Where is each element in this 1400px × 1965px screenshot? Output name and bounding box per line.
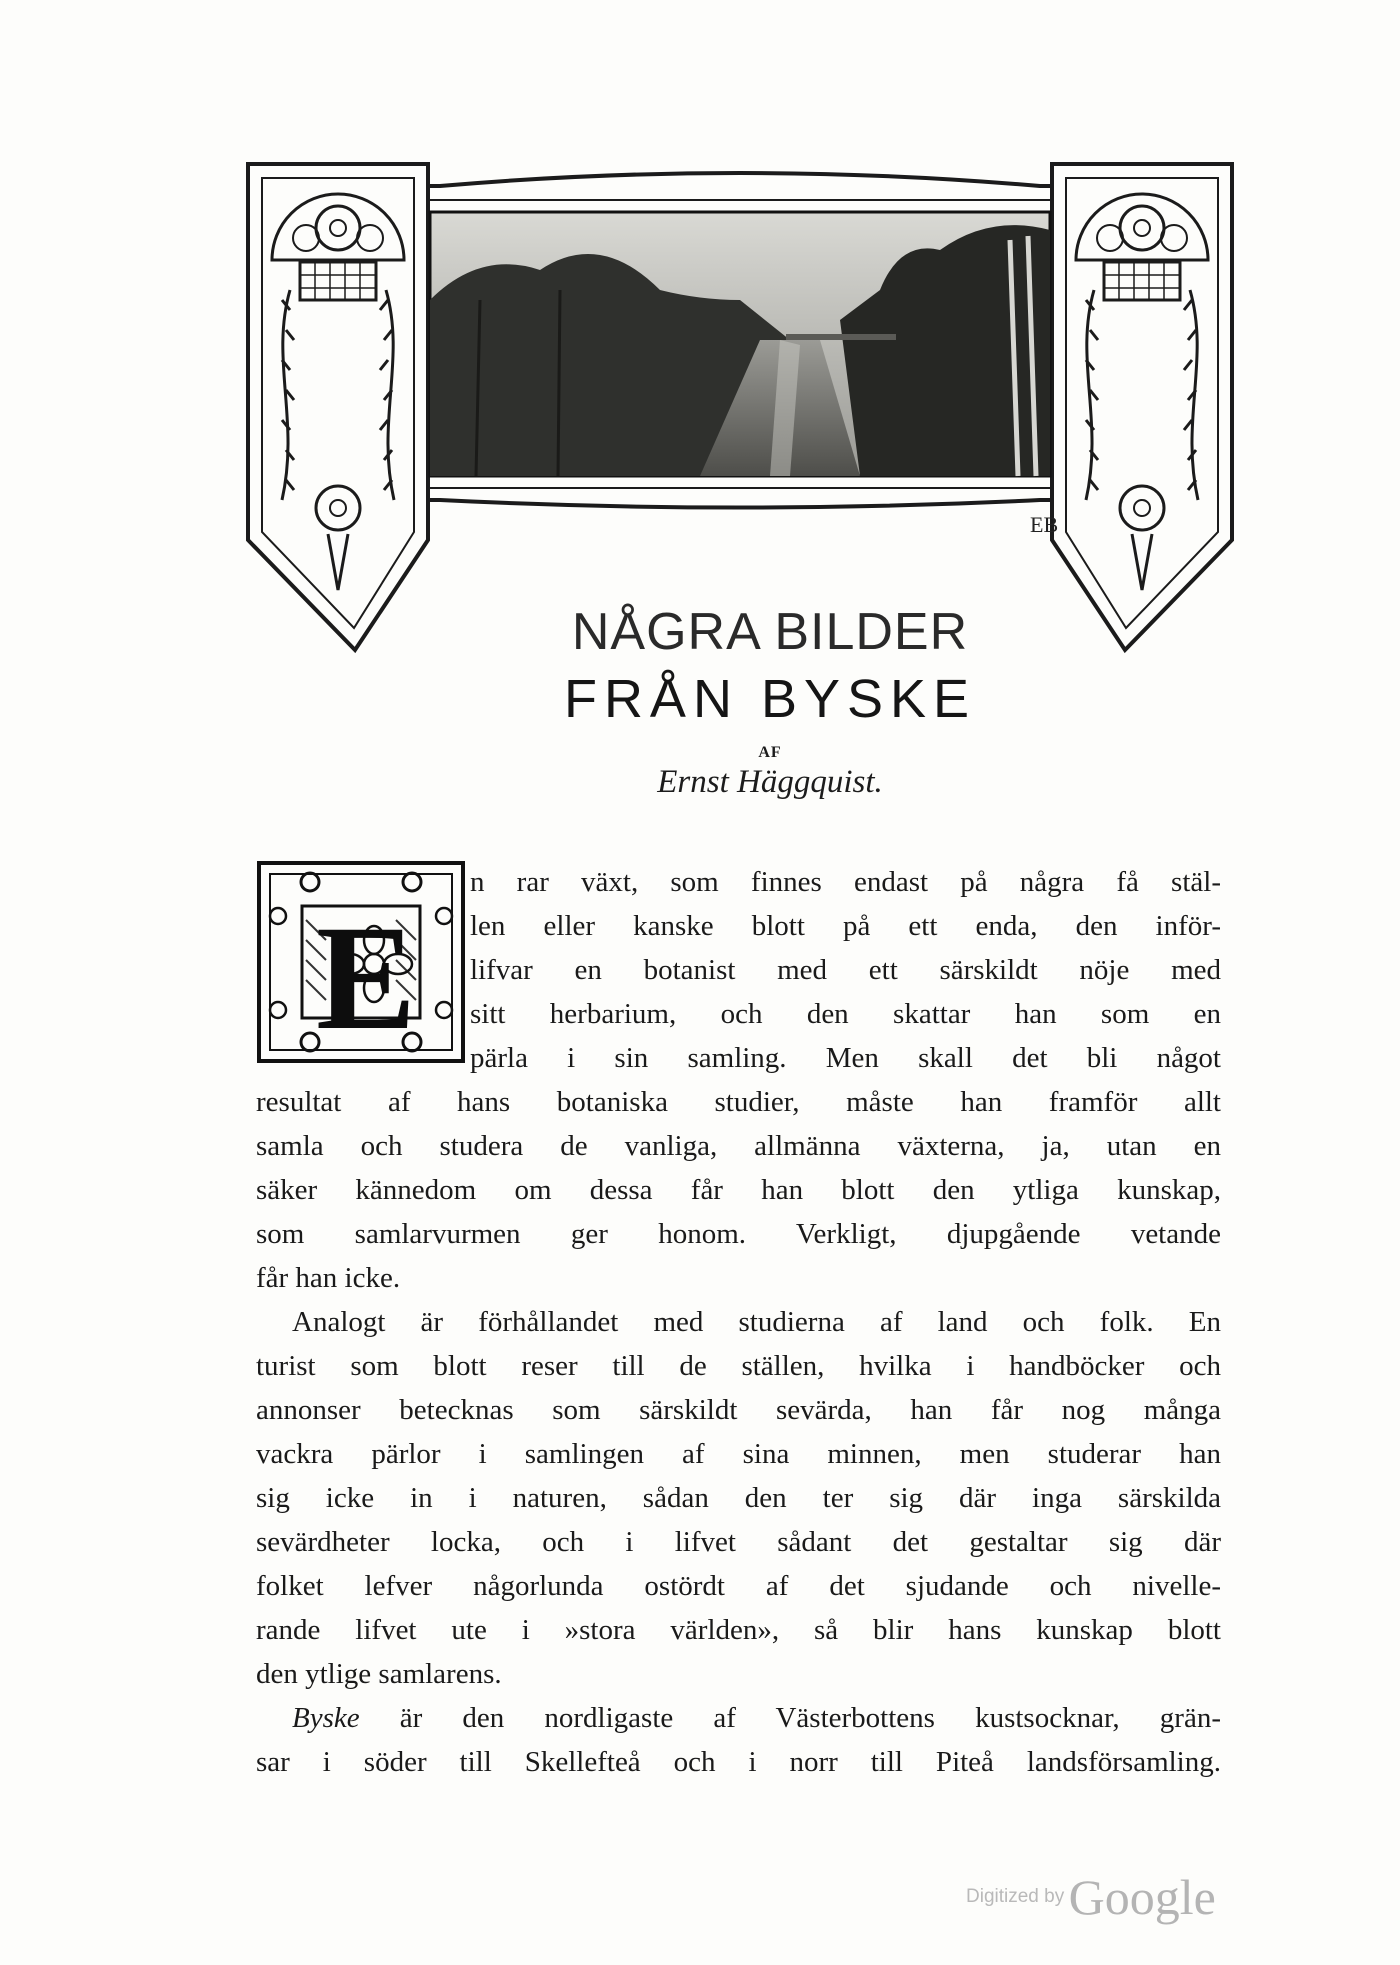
digitized-watermark [966, 1868, 1216, 1926]
text-line: n rar växt, som finnes endast på några få stäl- [470, 866, 1221, 898]
text-line: får han icke. [256, 1262, 401, 1294]
river-photograph [430, 212, 1050, 476]
left-lower-rosette-icon [316, 486, 360, 590]
google-logo: Google [1068, 1869, 1216, 1925]
text-line: rande lifvet ute i »stora världen», så blir hans kunskap blott [256, 1614, 1221, 1646]
text-line: folket lefver någorlunda ostördt af det sjudande och nivelle- [256, 1570, 1221, 1602]
paragraph-3 [256, 1696, 1221, 1784]
text-line: sevärdheter locka, och i lifvet sådant det gestaltar sig där [256, 1526, 1221, 1558]
title-line-2: FRÅN BYSKE [563, 669, 977, 729]
byline-af: AF [758, 744, 782, 761]
text-line: samla och studera de vanliga, allmänna växterna, ja, utan en [256, 1130, 1221, 1162]
right-ornament-panel [1052, 164, 1232, 650]
text-line: som samlarvurmen ger honom. Verkligt, djupgående vetande [256, 1218, 1221, 1250]
text-line: den ytlige samlarens. [256, 1658, 502, 1690]
author-name: Ernst Häggquist. [657, 764, 883, 800]
text-line [256, 1696, 1221, 1740]
text-line: sar i söder till Skellefteå och i norr till Piteå landsförsamling. [256, 1746, 1221, 1778]
text-line: vackra pärlor i samlingen af sina minnen, men studerar han [256, 1438, 1221, 1470]
right-flower-basket-icon [1076, 194, 1208, 300]
text-line: pärla i sin samling. Men skall det bli något [470, 1042, 1221, 1074]
text-line: sitt herbarium, och den skattar han som en [470, 998, 1221, 1030]
watermark-small-text: Digitized by [966, 1886, 1065, 1907]
illustrator-monogram: EB [1030, 512, 1059, 537]
paragraph-1 [256, 860, 1221, 1300]
text-line: Analogt är förhållandet med studierna af land och folk. En [292, 1306, 1221, 1338]
right-lower-rosette-icon [1120, 486, 1164, 590]
paragraph-2 [256, 1300, 1221, 1696]
text-fragment: är den nordligaste af Västerbottens kustsocknar, grän- [359, 1702, 1221, 1734]
text-line: sig icke in i naturen, sådan den ter sig där inga särskilda [256, 1482, 1221, 1514]
header-ornament-frame [0, 0, 1400, 700]
text-line: turist som blott reser till de ställen, hvilka i handböcker och [256, 1350, 1221, 1382]
left-flower-basket-icon [272, 194, 404, 300]
drop-cap-letter: E [316, 895, 417, 1061]
text-line: säker kännedom om dessa får han blott den ytliga kunskap, [256, 1174, 1221, 1206]
text-line: len eller kanske blott på ett enda, den inför- [470, 910, 1221, 942]
text-line: annonser betecknas som särskildt sevärda, han får nog många [256, 1394, 1221, 1426]
left-ornament-panel [248, 164, 428, 650]
title-line-1: NÅGRA BILDER [571, 603, 969, 661]
text-line: lifvar en botanist med ett särskildt nöje med [470, 954, 1221, 986]
place-name: Byske [292, 1702, 360, 1734]
text-line: resultat af hans botaniska studier, måste han framför allt [256, 1086, 1221, 1118]
